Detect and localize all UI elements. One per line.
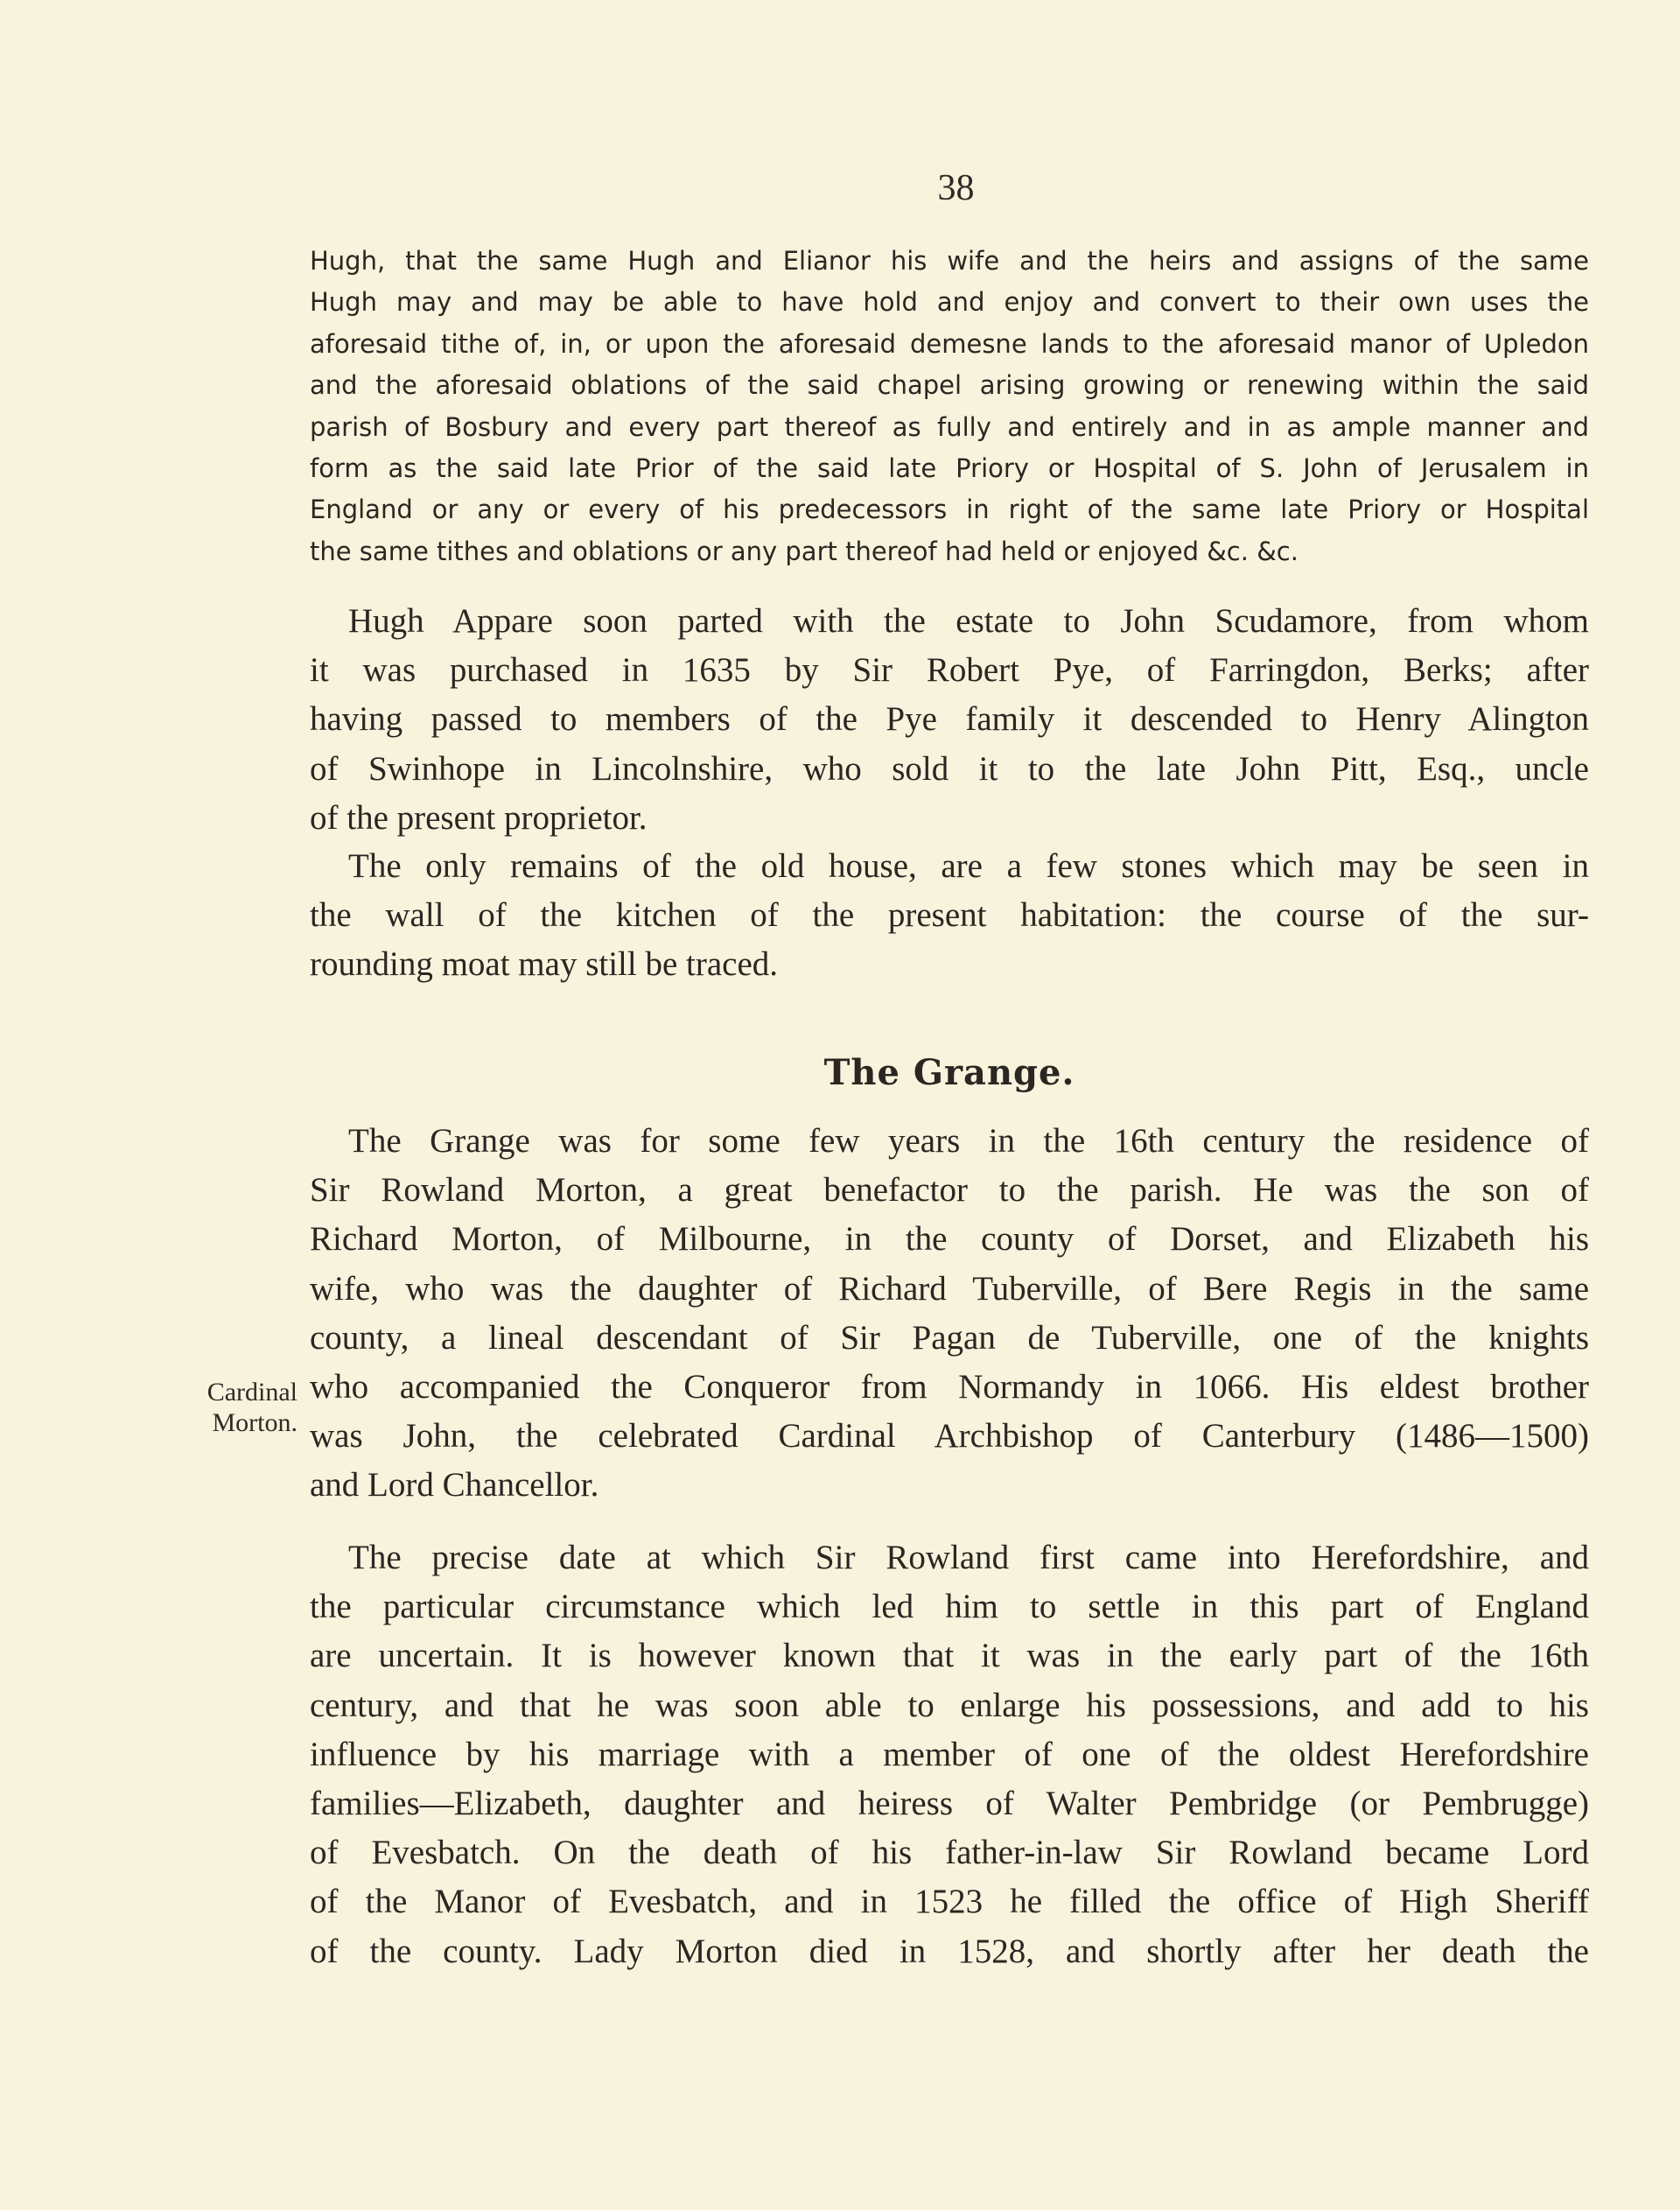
text-line: parish of Bosbury and every part thereof as fully and entirely and in as ample manner and	[310, 411, 1589, 442]
text-line: influence by his marriage with a member of one of the oldest Herefordshire	[310, 1735, 1589, 1773]
text-line: Hugh, that the same Hugh and Elianor his wife and the heirs and assigns of the same	[310, 246, 1589, 276]
paragraph-rowland-morton	[310, 1533, 1589, 1976]
section-heading: The Grange.	[823, 1052, 1075, 1093]
text-line: Hugh may and may be able to have hold and enjoy and convert to their own uses the	[310, 287, 1589, 318]
text-line: county, a lineal descendant of Sir Pagan de Tuberville, one of the knights	[310, 1318, 1589, 1357]
text-line: of Evesbatch. On the death of his father-in-law Sir Rowland became Lord	[310, 1834, 1589, 1872]
text-line: The precise date at which Sir Rowland first came into Herefordshire, and	[348, 1539, 1589, 1576]
text-line: are uncertain. It is however known that it was in the early part of the 16th	[310, 1637, 1589, 1675]
text-line: of the Manor of Evesbatch, and in 1523 he filled the office of High Sheriff	[310, 1883, 1589, 1921]
quoted-document-text	[310, 241, 1589, 572]
text-line: who accompanied the Conqueror from Normandy in 1066. His eldest brother	[310, 1368, 1589, 1407]
text-line: century, and that he was soon able to enlarge his possessions, and add to his	[310, 1686, 1589, 1724]
text-line: having passed to members of the Pye family it descended to Henry Alington	[310, 700, 1589, 739]
text-line: of the county. Lady Morton died in 1528, and shortly after her death the	[310, 1932, 1589, 1970]
page-number: 38	[937, 168, 975, 208]
text-line: form as the said late Prior of the said late Priory or Hospital of S. John of Jerusalem in	[310, 453, 1589, 484]
text-line: The only remains of the old house, are a few stones which may be seen in	[348, 847, 1589, 885]
margin-note	[131, 1377, 298, 1438]
text-line: and Lord Chancellor.	[310, 1466, 599, 1505]
text-line: families—Elizabeth, daughter and heiress of Walter Pembridge (or Pembrugge)	[310, 1785, 1589, 1823]
text-line: The Grange was for some few years in the 16th century the residence of	[348, 1122, 1589, 1160]
paragraph-estate-history	[310, 597, 1589, 843]
text-line: aforesaid tithe of, in, or upon the aforesaid demesne lands to the aforesaid manor of Upledon	[310, 328, 1589, 359]
text-line: and the aforesaid oblations of the said chapel arising growing or renewing within the said	[310, 370, 1589, 401]
paragraph-old-house	[310, 842, 1589, 990]
paragraph-grange	[310, 1117, 1589, 1511]
text-line: was John, the celebrated Cardinal Archbishop of Canterbury (1486—1500)	[310, 1417, 1589, 1456]
text-line: England or any or every of his predecessors in right of the same late Priory or Hospital	[310, 495, 1589, 525]
text-line: Sir Rowland Morton, a great benefactor to the parish. He was the son of	[310, 1171, 1589, 1210]
text-line: the same tithes and oblations or any part thereof had held or enjoyed &c. &c.	[310, 536, 1298, 566]
text-line: of Swinhope in Lincolnshire, who sold it to the late John Pitt, Esq., uncle	[310, 749, 1589, 788]
margin-note-line: Cardinal	[206, 1378, 298, 1407]
margin-note-line: Morton.	[212, 1408, 298, 1437]
text-line: the particular circumstance which led him to settle in this part of England	[310, 1588, 1589, 1626]
text-line: Hugh Appare soon parted with the estate to John Scudamore, from whom	[348, 602, 1589, 640]
text-line: it was purchased in 1635 by Sir Robert Pye, of Farringdon, Berks; after	[310, 651, 1589, 690]
text-line: rounding moat may still be traced.	[310, 945, 779, 984]
text-line: the wall of the kitchen of the present habitation: the course of the sur-	[310, 896, 1589, 935]
text-line: Richard Morton, of Milbourne, in the county of Dorset, and Elizabeth his	[310, 1220, 1589, 1259]
text-line: wife, who was the daughter of Richard Tuberville, of Bere Regis in the same	[310, 1269, 1589, 1308]
text-line: of the present proprietor.	[310, 798, 648, 837]
